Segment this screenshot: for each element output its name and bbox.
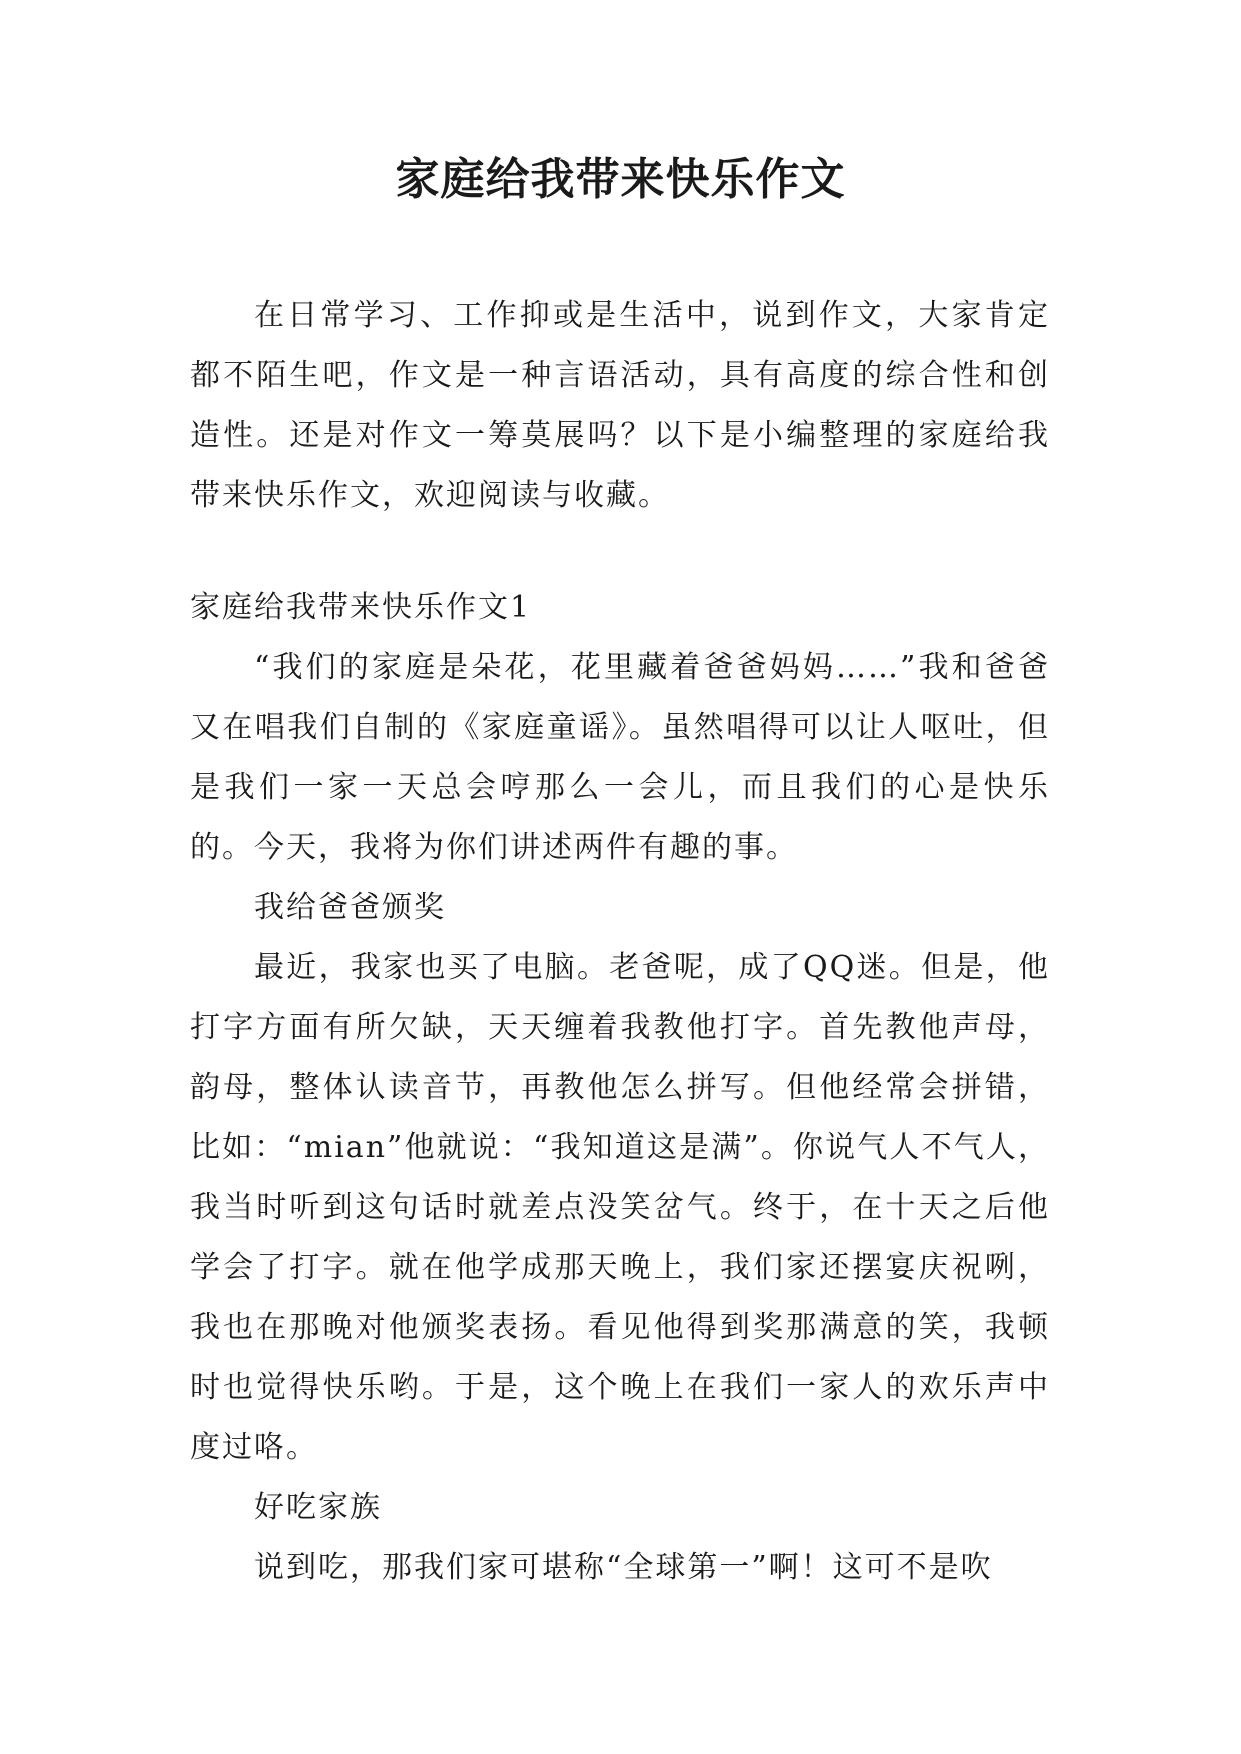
document-body — [190, 286, 1050, 1598]
section-heading: 家庭给我带来快乐作文1 — [190, 590, 532, 625]
section-gap — [190, 526, 1050, 578]
subheading-foodie-family: 好吃家族 — [254, 1490, 382, 1525]
section-paragraph-1: “我们的家庭是朵花，花里藏着爸爸妈妈……”我和爸爸又在唱我们自制的《家庭童谣》。虽然唱得可以让人呕吐，但是我们一家一天总会哼那么一会儿，而且我们的心是快乐的。今天，我将为你们讲述两件有趣的事。 — [190, 650, 1050, 865]
document-title: 家庭给我带来快乐作文 — [395, 154, 846, 205]
section-paragraph-3: 说到吃，那我们家可堪称“全球第一”啊！这可不是吹 — [254, 1550, 993, 1585]
intro-paragraph: 在日常学习、工作抑或是生活中，说到作文，大家肯定都不陌生吧，作文是一种言语活动，具有高度的综合性和创造性。还是对作文一筹莫展吗？以下是小编整理的家庭给我带来快乐作文，欢迎阅读与收藏。 — [190, 298, 1050, 513]
subheading-award: 我给爸爸颁奖 — [254, 890, 446, 925]
section-paragraph-2: 最近，我家也买了电脑。老爸呢，成了QQ迷。但是，他打字方面有所欠缺，天天缠着我教他打字。首先教他声母，韵母，整体认读音节，再教他怎么拼写。但他经常会拼错，比如：“mian”他就说：“我知道这是满”。你说气人不气人，我当时听到这句话时就差点没笑岔气。终于，在十天之后他学会了打字。就在他学成那天晚上，我们家还摆宴庆祝咧，我也在那晚对他颁奖表扬。看见他得到奖那满意的笑，我顿时也觉得快乐哟。于是，这个晚上在我们一家人的欢乐声中度过咯。 — [190, 950, 1050, 1465]
